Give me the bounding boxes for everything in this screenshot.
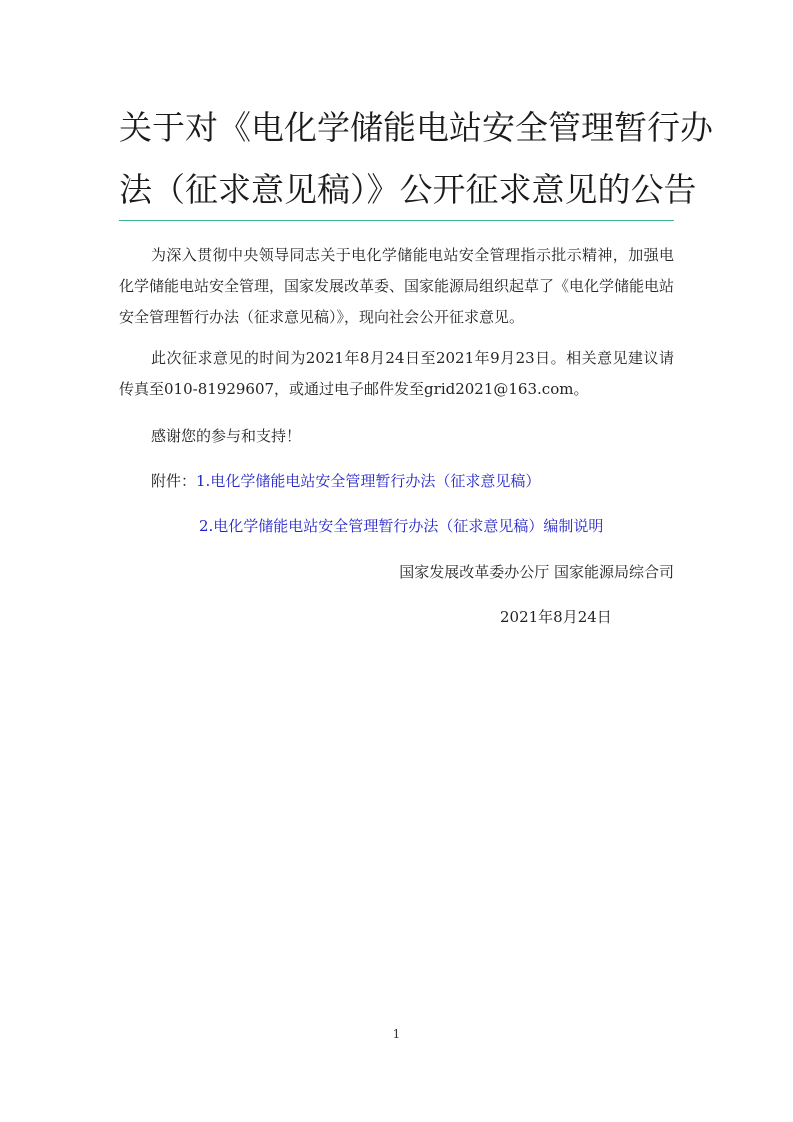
attachment-row-2 xyxy=(199,511,603,542)
attachment-link-1[interactable]: 1.电化学储能电站安全管理暂行办法（征求意见稿） xyxy=(196,472,541,490)
document-title-line-2: 法（征求意见稿）》公开征求意见的公告 xyxy=(119,170,697,209)
paragraph-consultation-period: 此次征求意见的时间为2021年8月24日至2021年9月23日。相关意见建议请传真至010-81929607，或通过电子邮件发至grid2021@163.com。 xyxy=(119,349,674,398)
issue-date: 2021年8月24日 xyxy=(500,608,612,626)
signature: 国家发展改革委办公厅 国家能源局综合司 xyxy=(399,563,674,581)
attachments-label: 附件： xyxy=(151,472,197,490)
attachment-link-2[interactable]: 2.电化学储能电站安全管理暂行办法（征求意见稿）编制说明 xyxy=(199,517,604,535)
title-divider xyxy=(119,220,674,221)
document-title-line-1: 关于对《电化学储能电站安全管理暂行办 xyxy=(119,108,713,147)
attachment-row-1 xyxy=(151,466,540,497)
paragraph-intro: 为深入贯彻中央领导同志关于电化学储能电站安全管理指示批示精神，加强电化学储能电站安全管理，国家发展改革委、国家能源局组织起草了《电化学储能电站安全管理暂行办法（征求意见稿）》，现向社会公开征求意见。 xyxy=(119,246,675,326)
paragraph-thanks: 感谢您的参与和支持！ xyxy=(151,427,302,445)
page-number: 1 xyxy=(392,1027,401,1041)
